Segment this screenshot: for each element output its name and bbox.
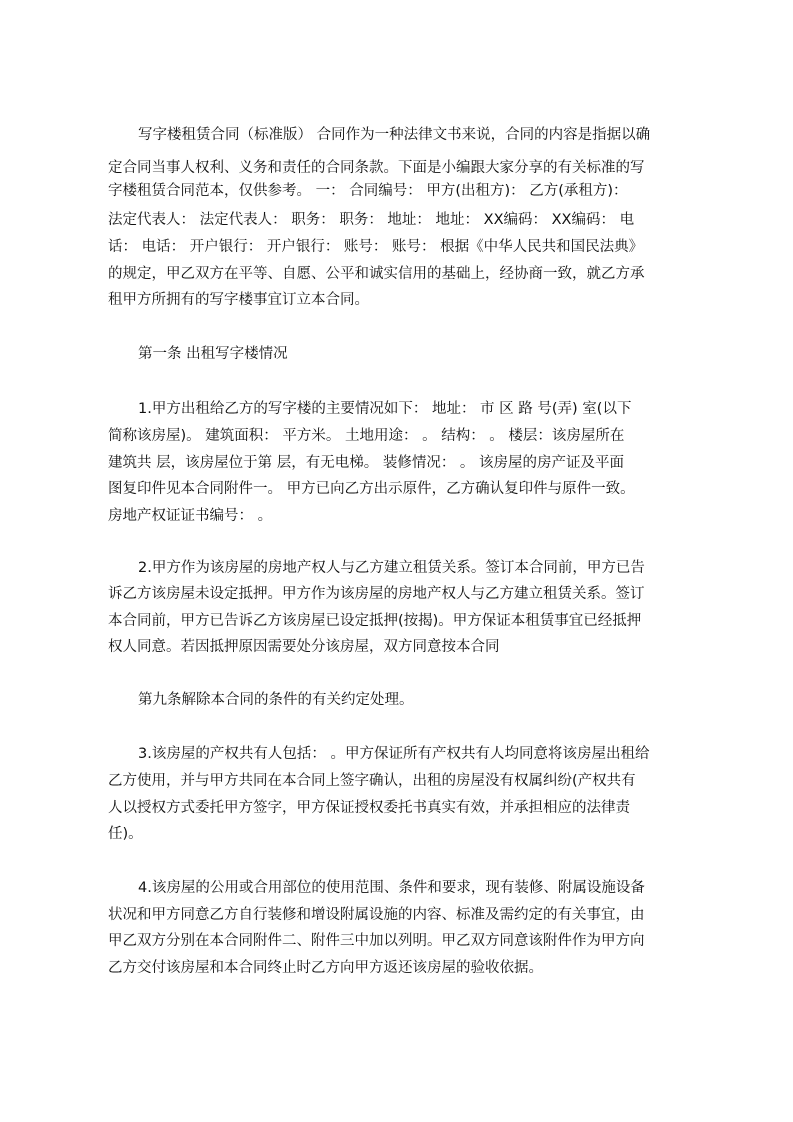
text-line: 本合同前，甲方已告诉乙方该房屋已设定抵押(按揭)。甲方保证本租赁事宜已经抵押 bbox=[108, 613, 642, 629]
text-line: 甲乙双方分别在本合同附件二、附件三中加以列明。甲乙双方同意该附件作为甲方向 bbox=[108, 933, 645, 949]
section-heading: 第一条 出租写字楼情况 bbox=[138, 346, 288, 362]
text-line: 1.甲方出租给乙方的写字楼的主要情况如下： 地址： 市 区 路 号(弄) 室(以下 bbox=[138, 401, 632, 417]
text-line: 3.该房屋的产权共有人包括： 。甲方保证所有产权共有人均同意将该房屋出租给 bbox=[138, 746, 650, 762]
text-line: 字楼租赁合同范本，仅供参考。 一： 合同编号： 甲方(出租方)： 乙方(承租方)： bbox=[108, 183, 628, 199]
text-line: 简称该房屋)。 建筑面积： 平方米。 土地用途： 。 结构： 。 楼层：该房屋所在 bbox=[108, 428, 625, 444]
text-line: 2.甲方作为该房屋的房地产权人与乙方建立租赁关系。签订本合同前，甲方已告 bbox=[138, 560, 645, 576]
text-line: 法定代表人： 法定代表人： 职务： 职务： 地址： 地址： XX编码： XX编码： 电 bbox=[108, 212, 635, 228]
text-line: 第九条解除本合同的条件的有关约定处理。 bbox=[138, 692, 414, 708]
text-line: 写字楼租赁合同（标准版） 合同作为一种法律文书来说，合同的内容是指据以确 bbox=[138, 127, 651, 143]
text-line: 的规定，甲乙双方在平等、自愿、公平和诚实信用的基础上，经协商一致，就乙方承 bbox=[108, 266, 645, 282]
text-line: 状况和甲方同意乙方自行装修和增设附属设施的内容、标准及需约定的有关事宜，由 bbox=[108, 907, 645, 923]
text-line: 建筑共 层，该房屋位于第 层，有无电梯。 装修情况： 。 该房屋的房产证及平面 bbox=[108, 455, 625, 471]
text-line: 诉乙方该房屋未设定抵押。甲方作为该房屋的房地产权人与乙方建立租赁关系。签订 bbox=[108, 586, 645, 602]
text-line: 房地产权证证书编号： 。 bbox=[108, 508, 273, 524]
text-line: 图复印件见本合同附件一。 甲方已向乙方出示原件，乙方确认复印件与原件一致。 bbox=[108, 481, 635, 497]
text-line: 任)。 bbox=[108, 826, 143, 842]
text-line: 乙方使用，并与甲方共同在本合同上签字确认，出租的房屋没有权属纠纷(产权共有 bbox=[108, 773, 636, 789]
text-line: 定合同当事人权利、义务和责任的合同条款。下面是小编跟大家分享的有关标准的写 bbox=[108, 160, 645, 176]
text-line: 人以授权方式委托甲方签字，甲方保证授权委托书真实有效，并承担相应的法律责 bbox=[108, 800, 630, 816]
text-line: 权人同意。若因抵押原因需要处分该房屋，双方同意按本合同 bbox=[108, 639, 500, 655]
text-line: 话： 电话： 开户银行： 开户银行： 账号： 账号： 根据《中华人民共和国民法典》 bbox=[108, 239, 644, 255]
text-line: 乙方交付该房屋和本合同终止时乙方向甲方返还该房屋的验收依据。 bbox=[108, 960, 543, 976]
text-line: 4.该房屋的公用或合用部位的使用范围、条件和要求，现有装修、附属设施设备 bbox=[138, 880, 645, 896]
text-line: 租甲方所拥有的写字楼事宜订立本合同。 bbox=[108, 292, 369, 308]
